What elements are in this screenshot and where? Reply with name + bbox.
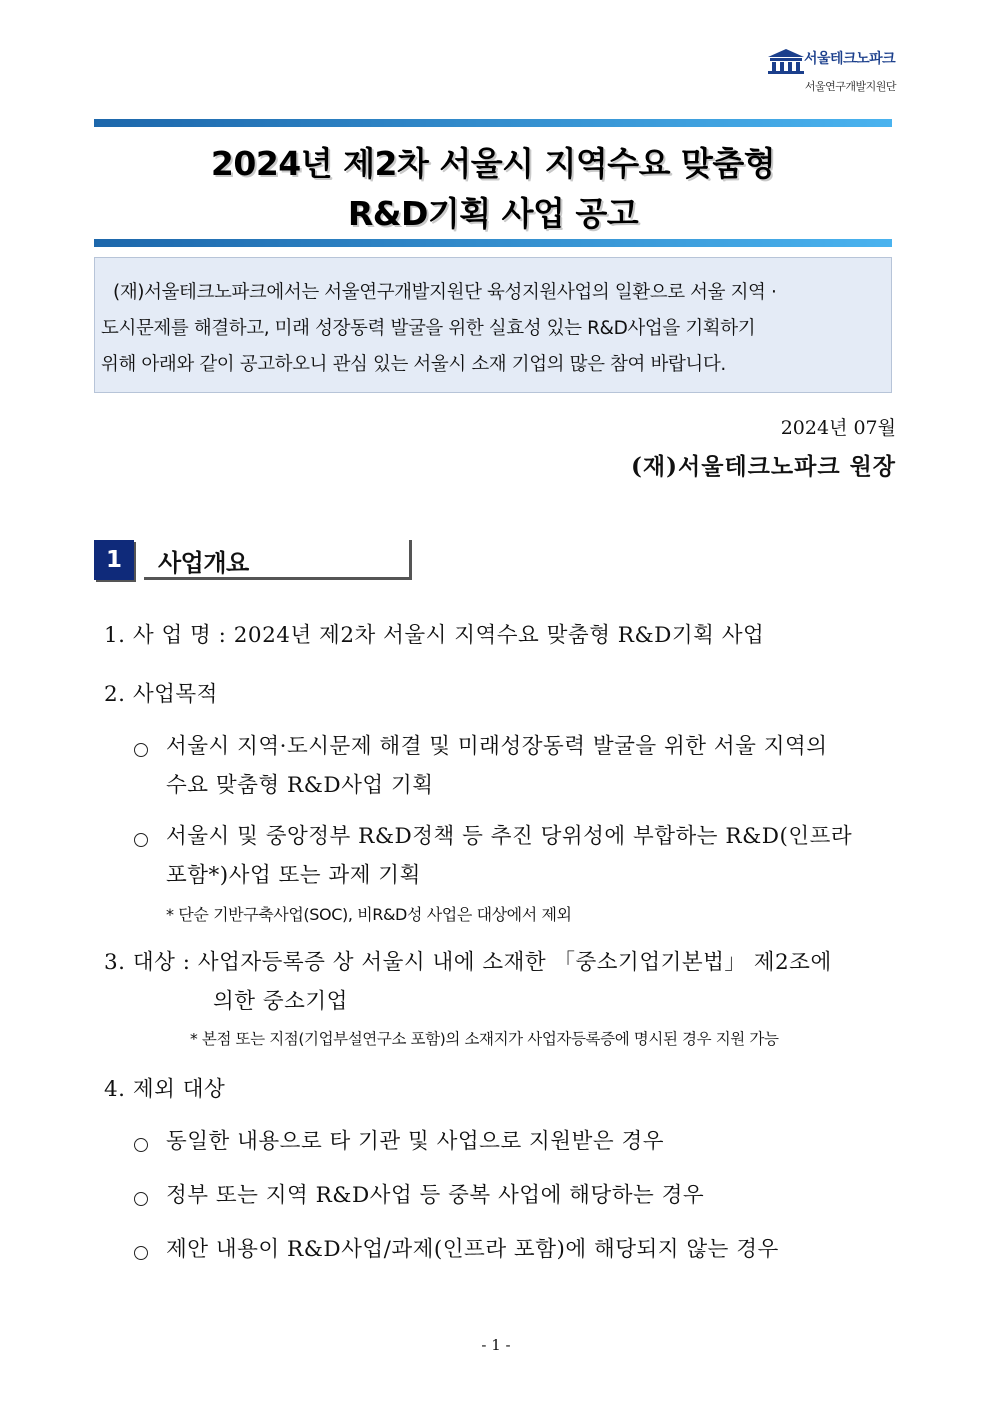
intro-box: [94, 257, 892, 393]
title-top-bar: [94, 119, 892, 127]
logo-name: 서울테크노파크: [804, 51, 896, 67]
purpose-1-line-2: 수요 맞춤형 R&D사업 기획: [166, 773, 434, 798]
exclusion-3: 제안 내용이 R&D사업/과제(인프라 포함)에 해당되지 않는 경우: [166, 1237, 779, 1262]
bullet-circle-icon: [134, 743, 148, 757]
page-title-line2: R&D기획 사업 공고: [347, 194, 639, 233]
bullet-circle-icon: [134, 1192, 148, 1206]
item-target-line-1: 3. 대상 : 사업자등록증 상 서울시 내에 소재한 「중소기업기본법」 제2조에: [104, 950, 832, 975]
intro-line-1: (재)서울테크노파크에서는 서울연구개발지원단 육성지원사업의 일환으로 서울 지역 ·: [113, 282, 777, 303]
bullet-circle-icon: [134, 1138, 148, 1152]
section-number: 1: [94, 540, 134, 580]
item-target-line-2: 의한 중소기업: [213, 989, 348, 1014]
purpose-2-line-2: 포함*)사업 또는 과제 기획: [166, 863, 421, 888]
exclusion-1: 동일한 내용으로 타 기관 및 사업으로 지원받은 경우: [166, 1129, 664, 1154]
intro-line-2: 도시문제를 해결하고, 미래 성장동력 발굴을 위한 실효성 있는 R&D사업을 기획하기: [101, 318, 756, 339]
bullet-circle-icon: [134, 833, 148, 847]
page-title-line1: 2024년 제2차 서울시 지역수요 맞춤형: [210, 144, 776, 183]
building-logo-icon: [766, 48, 806, 74]
purpose-2-note: * 단순 기반구축사업(SOC), 비R&D성 사업은 대상에서 제외: [166, 905, 572, 924]
item-project-name: 1. 사 업 명 : 2024년 제2차 서울시 지역수요 맞춤형 R&D기획 사업: [104, 623, 765, 648]
bullet-circle-icon: [134, 1246, 148, 1260]
purpose-1-line-1: 서울시 지역·도시문제 해결 및 미래성장동력 발굴을 위한 서울 지역의: [166, 734, 828, 759]
stp-logo: [756, 44, 896, 98]
item-exclusion-heading: 4. 제외 대상: [104, 1077, 226, 1102]
item-purpose-heading: 2. 사업목적: [104, 682, 218, 707]
section-title: 사업개요: [158, 549, 249, 577]
purpose-2-line-1: 서울시 및 중앙정부 R&D정책 등 추진 당위성에 부합하는 R&D(인프라: [166, 824, 853, 849]
logo-subtitle: 서울연구개발지원단: [804, 80, 896, 93]
signature: (재)서울테크노파크 원장: [631, 453, 896, 480]
intro-line-3: 위해 아래와 같이 공고하오니 관심 있는 서울시 소재 기업의 많은 참여 바랍니다.: [101, 354, 726, 375]
exclusion-2: 정부 또는 지역 R&D사업 등 중복 사업에 해당하는 경우: [166, 1183, 705, 1208]
announcement-date: 2024년 07월: [780, 417, 896, 439]
title-bottom-bar: [94, 239, 892, 247]
item-target-note: * 본점 또는 지점(기업부설연구소 포함)의 소재지가 사업자등록증에 명시된 경우 지원 가능: [190, 1030, 779, 1048]
page-number: - 1 -: [481, 1336, 511, 1354]
